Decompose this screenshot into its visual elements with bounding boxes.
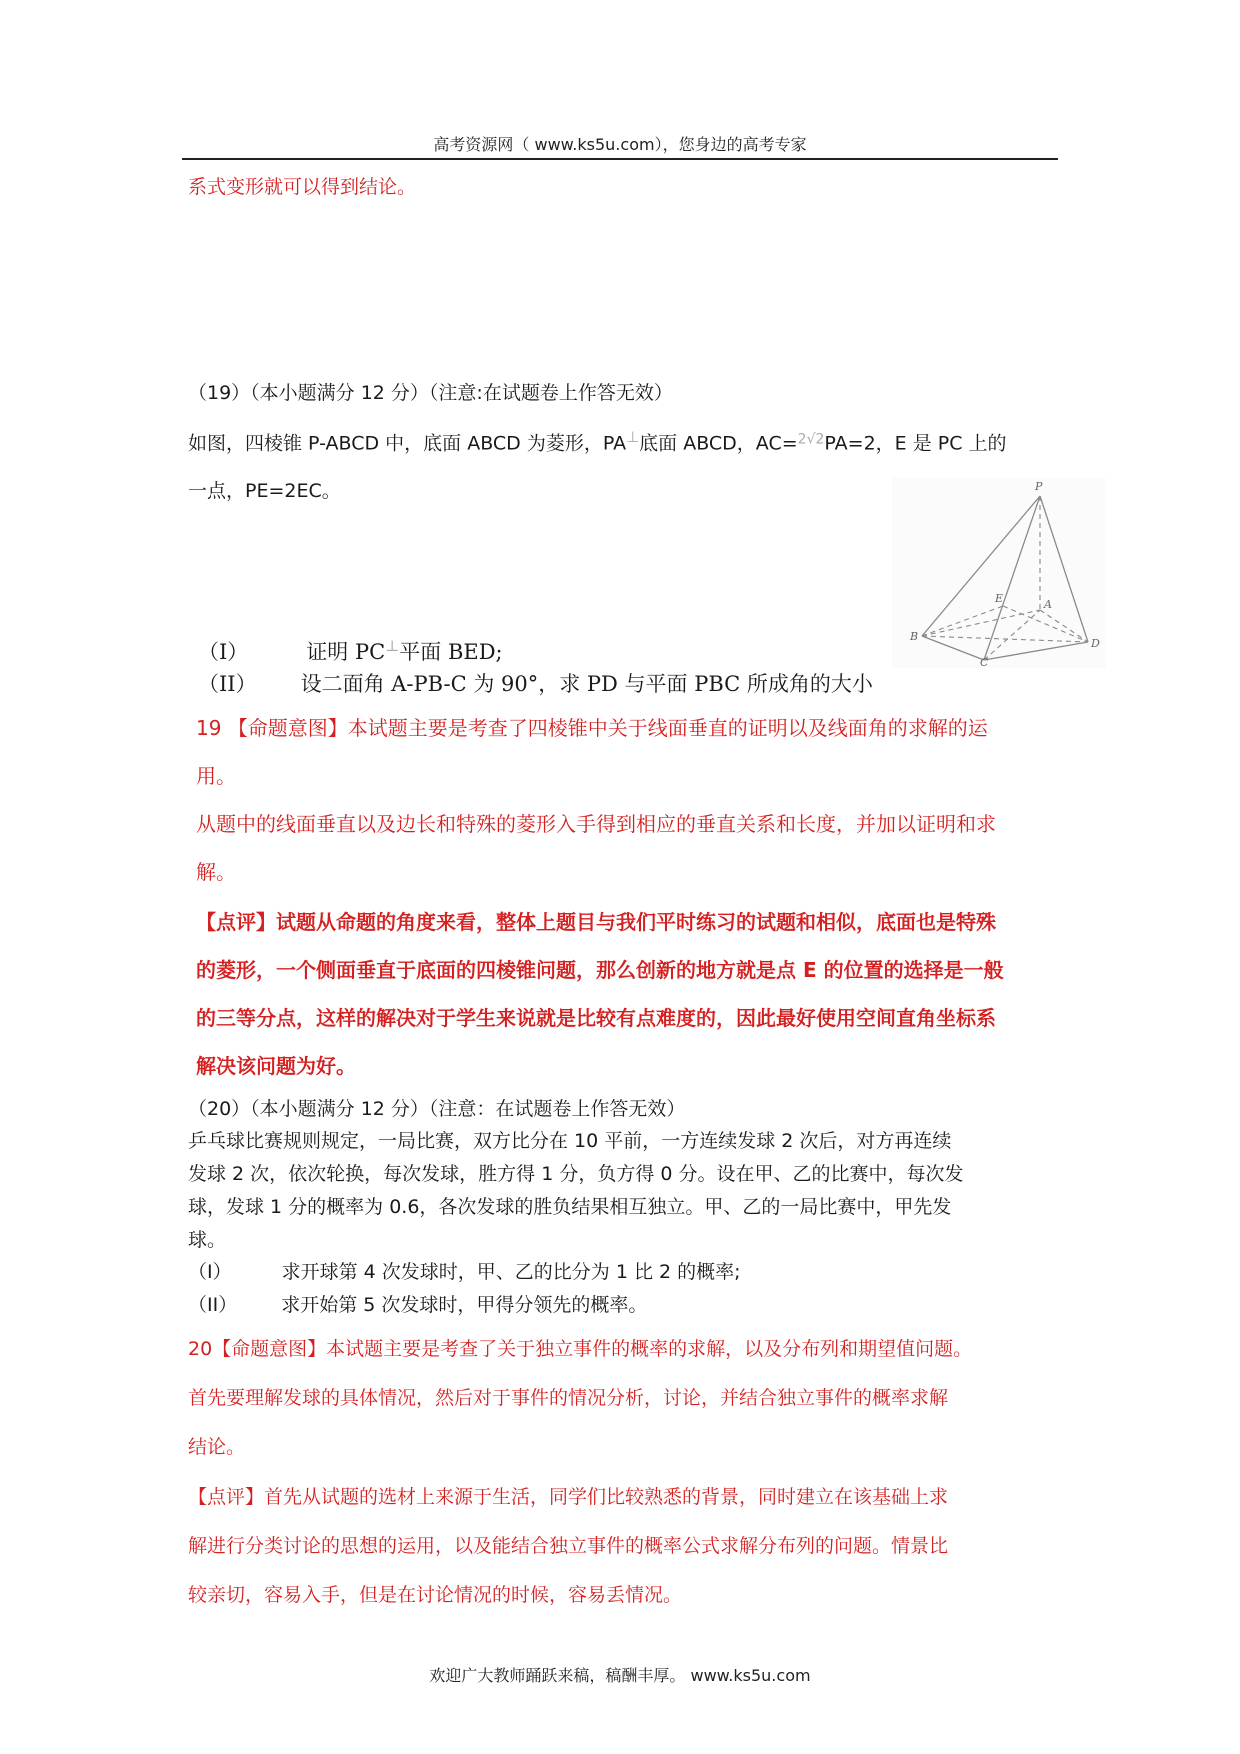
q19-part1-pre: 证明 PC xyxy=(306,640,386,664)
q19-stem-part2: 底面 ABCD，AC= xyxy=(639,432,798,455)
label-b: B xyxy=(910,630,919,643)
q19-stem-part1: 如图，四棱锥 P-ABCD 中，底面 ABCD 为菱形，PA xyxy=(188,432,627,455)
q20-analysis-line: 20【命题意图】本试题主要是考查了关于独立事件的概率的求解，以及分布列和期望值问题。 xyxy=(188,1338,973,1360)
q19-analysis-line: 从题中的线面垂直以及边长和特殊的菱形入手得到相应的垂直关系和长度，并加以证明和求 xyxy=(196,812,996,836)
q20-part1-text: 求开球第 4 次发球时，甲、乙的比分为 1 比 2 的概率; xyxy=(281,1261,741,1283)
q20-part2-text: 求开始第 5 次发球时，甲得分领先的概率。 xyxy=(281,1294,648,1316)
q19-part1-num: （I） xyxy=(198,640,249,664)
q20-part1 xyxy=(188,1257,741,1284)
label-d: D xyxy=(1091,637,1100,650)
q20-part2-num: （II） xyxy=(188,1294,238,1316)
q19-part2 xyxy=(198,668,873,698)
label-p: P xyxy=(1035,480,1043,493)
q19-analysis-line: 19 【命题意图】本试题主要是考查了四棱锥中关于线面垂直的证明以及线面角的求解的运 xyxy=(196,716,988,740)
q19-stem-line1 xyxy=(188,428,1007,455)
ac-value-formula: 2√2 xyxy=(797,431,825,448)
q20-comment-line: 【点评】首先从试题的选材上来源于生活，同学们比较熟悉的背景，同时建立在该基础上求 xyxy=(188,1486,949,1508)
q20-comment-line: 解进行分类讨论的思想的运用，以及能结合独立事件的概率公式求解分布列的问题。情景比 xyxy=(188,1535,949,1557)
q20-analysis-line: 结论。 xyxy=(188,1436,246,1458)
label-c: C xyxy=(980,656,989,668)
q19-stem-part3: PA=2，E 是 PC 上的 xyxy=(824,432,1007,455)
q19-comment-line: 的菱形，一个侧面垂直于底面的四棱锥问题，那么创新的地方就是点 E 的位置的选择是一般 xyxy=(196,958,1004,982)
q20-comment-line: 较亲切，容易入手，但是在讨论情况的时候，容易丢情况。 xyxy=(188,1584,683,1606)
label-a: A xyxy=(1044,598,1052,611)
q20-stem-line: 球。 xyxy=(188,1229,227,1251)
q19-title: （19）（本小题满分 12 分）（注意:在试题卷上作答无效） xyxy=(188,382,673,404)
q20-stem-line: 球，发球 1 分的概率为 0.6，各次发球的胜负结果相互独立。甲、乙的一局比赛中，甲先发 xyxy=(188,1196,952,1218)
page-header: 高考资源网（ www.ks5u.com），您身边的高考专家 xyxy=(433,135,807,154)
q19-comment-line: 【点评】试题从命题的角度来看，整体上题目与我们平时练习的试题和相似，底面也是特殊 xyxy=(196,910,996,934)
q19-part1-post: 平面 BED; xyxy=(399,640,503,664)
q19-analysis-line: 解。 xyxy=(196,860,236,884)
header-rule xyxy=(182,158,1058,160)
q19-part2-num: （II） xyxy=(198,672,257,696)
q20-analysis-line: 首先要理解发球的具体情况，然后对于事件的情况分析，讨论，并结合独立事件的概率求解 xyxy=(188,1387,949,1409)
perpendicular-symbol-2: ⊥ xyxy=(385,637,400,655)
q20-part1-num: （I） xyxy=(188,1261,232,1283)
top-remark: 系式变形就可以得到结论。 xyxy=(188,176,417,198)
figure-background xyxy=(892,478,1106,668)
page-footer: 欢迎广大教师踊跃来稿，稿酬丰厚。 www.ks5u.com xyxy=(429,1666,811,1685)
pyramid-figure xyxy=(892,478,1106,668)
q19-comment-line: 的三等分点，这样的解决对于学生来说就是比较有点难度的，因此最好使用空间直角坐标系 xyxy=(196,1006,996,1030)
q20-stem-line: 乒乓球比赛规则规定，一局比赛，双方比分在 10 平前，一方连续发球 2 次后，对方再连续 xyxy=(188,1130,952,1152)
perpendicular-symbol: ⊥ xyxy=(626,428,640,446)
q19-comment-line: 解决该问题为好。 xyxy=(196,1054,356,1078)
q20-part2 xyxy=(188,1290,647,1317)
q19-stem-line2: 一点，PE=2EC。 xyxy=(188,480,341,502)
label-e: E xyxy=(995,592,1004,605)
q19-part2-text: 设二面角 A-PB-C 为 90°，求 PD 与平面 PBC 所成角的大小 xyxy=(300,672,873,696)
q19-analysis-line: 用。 xyxy=(196,764,236,788)
q20-title: （20）（本小题满分 12 分）（注意：在试题卷上作答无效） xyxy=(188,1098,686,1120)
q19-part1 xyxy=(198,636,503,666)
q20-stem-line: 发球 2 次，依次轮换，每次发球，胜方得 1 分，负方得 0 分。设在甲、乙的比赛中，每次发 xyxy=(188,1163,964,1185)
